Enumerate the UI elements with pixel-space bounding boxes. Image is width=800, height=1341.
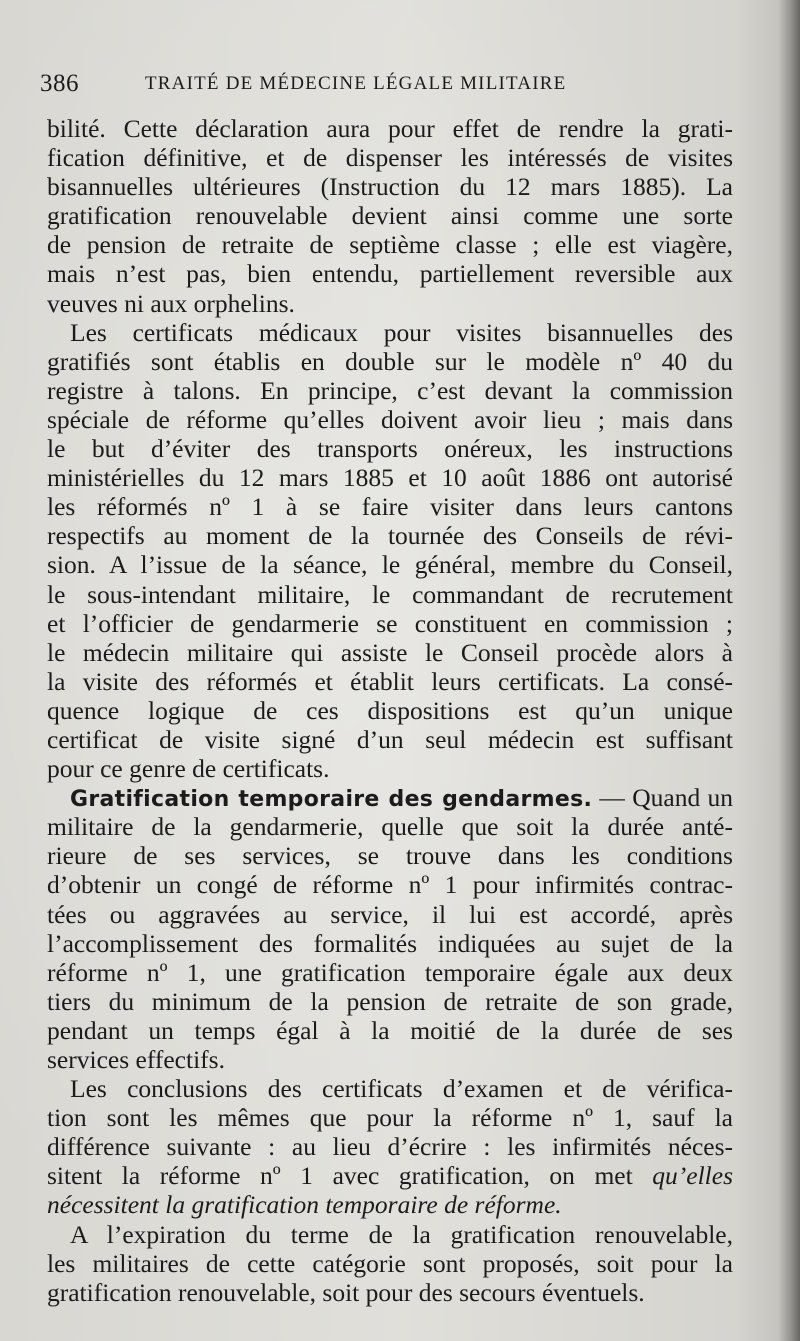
text-line: [47, 376, 733, 405]
italic-text: qu’elles: [652, 1161, 734, 1191]
text-line: [47, 318, 733, 347]
text-line: [47, 172, 733, 201]
text-line: [47, 405, 733, 434]
line-text: et l’officier de gendarmerie se constituent en commission ;: [47, 608, 733, 638]
text-line: [47, 1103, 733, 1132]
text-line: [47, 201, 733, 230]
italic-text: nécessitent la gratification temporaire de réforme.: [47, 1190, 562, 1220]
line-text: spéciale de réforme qu’elles doivent avoir lieu ; mais dans: [47, 404, 733, 434]
line-text: pour ce genre de certificats.: [47, 754, 330, 784]
text-line: [47, 1220, 733, 1249]
line-text: fication définitive, et de dispenser les intéressés de visites: [47, 143, 733, 173]
line-text: d’obtenir un congé de réforme nº 1 pour infirmités contrac-: [47, 870, 733, 900]
line-text: réforme nº 1, une gratification temporaire égale aux deux: [47, 957, 733, 987]
line-text: certificat de visite signé d’un seul médecin est suffisant: [47, 724, 733, 754]
line-text: différence suivante : au lieu d’écrire : les infirmités néces-: [47, 1132, 733, 1162]
line-text: gratifiés sont établis en double sur le modèle nº 40 du: [47, 346, 733, 376]
text-line: [47, 1132, 733, 1161]
text-line: [47, 580, 733, 609]
text-line: [47, 870, 733, 899]
line-text: tion sont les mêmes que pour la réforme nº 1, sauf la: [47, 1103, 733, 1133]
text-line: [47, 434, 733, 463]
line-text: Les certificats médicaux pour visites bisannuelles des: [70, 317, 733, 347]
running-title: TRAITÉ DE MÉDECINE LÉGALE MILITAIRE: [145, 73, 567, 94]
text-line: [47, 696, 733, 725]
text-line: [47, 841, 733, 870]
text-line: [47, 1074, 733, 1103]
section-heading: Gratification temporaire des gendarmes.: [70, 787, 593, 813]
line-text: Les conclusions des certificats d’examen et de vérifica-: [70, 1074, 733, 1104]
text-line: [47, 667, 733, 696]
line-text: pendant un temps égal à la moitié de la durée de ses: [47, 1015, 733, 1045]
page-edge-shadow: [778, 0, 800, 1341]
text-line: [47, 259, 733, 288]
text-line: [47, 1161, 733, 1190]
line-text: ministérielles du 12 mars 1885 et 10 août 1886 ont autorisé: [47, 463, 733, 493]
text-line: [47, 114, 733, 143]
line-text: les militaires de cette catégorie sont proposés, soit pour la: [47, 1248, 733, 1278]
line-text: bilité. Cette déclaration aura pour effet de rendre la grati-: [47, 114, 733, 143]
line-text: les réformés nº 1 à se faire visiter dans leurs cantons: [47, 492, 733, 522]
line-text: tiers du minimum de la pension de retraite de son grade,: [47, 986, 733, 1016]
text-line: [47, 550, 733, 579]
line-text: A l’expiration du terme de la gratification renouvelable,: [70, 1219, 733, 1249]
line-text: la visite des réformés et établit leurs certificats. La consé-: [47, 666, 733, 696]
text-line: [47, 289, 733, 318]
text-line: [47, 1016, 733, 1045]
text-line: [47, 347, 733, 376]
text-line: [47, 609, 733, 638]
line-text: l’accomplissement des formalités indiquées au sujet de la: [47, 928, 733, 958]
text-line: [47, 725, 733, 754]
text-line: [47, 230, 733, 259]
text-line: [47, 754, 733, 783]
line-text: tées ou aggravées au service, il lui est accordé, après: [47, 899, 733, 929]
line-text: sion. A l’issue de la séance, le général, membre du Conseil,: [47, 550, 733, 580]
line-text: bisannuelles ultérieures (Instruction du 12 mars 1885). La: [47, 172, 733, 202]
line-text: gratification renouvelable devient ainsi comme une sorte: [47, 201, 733, 231]
line-text: registre à talons. En principe, c’est devant la commission: [47, 375, 733, 405]
line-text: le sous-intendant militaire, le commandant de recrutement: [47, 579, 733, 609]
line-text: veuves ni aux orphelins.: [47, 288, 295, 318]
line-text: mais n’est pas, bien entendu, partiellement reversible aux: [47, 259, 733, 289]
text-line: [47, 929, 733, 958]
text-line: [47, 638, 733, 667]
line-text: — Quand un: [592, 783, 733, 813]
page-number: 386: [40, 70, 79, 97]
text-line: [47, 1278, 733, 1307]
line-text: quence logique de ces dispositions est qu’un unique: [47, 695, 733, 725]
text-line: [47, 143, 733, 172]
text-line: [47, 958, 733, 987]
line-text: respectifs au moment de la tournée des Conseils de révi-: [47, 521, 733, 551]
text-line: [47, 521, 733, 550]
text-line: [47, 987, 733, 1016]
text-line: [47, 783, 733, 812]
line-text: gratification renouvelable, soit pour des secours éventuels.: [47, 1277, 645, 1307]
body-text: [47, 114, 733, 1307]
line-text: rieure de ses services, se trouve dans les conditions: [47, 841, 733, 871]
text-line: [47, 1249, 733, 1278]
text-line: [47, 812, 733, 841]
text-line: [47, 463, 733, 492]
line-text: le médecin militaire qui assiste le Conseil procède alors à: [47, 637, 733, 667]
text-line: [47, 1190, 733, 1219]
line-text: le but d’éviter des transports onéreux, les instructions: [47, 434, 733, 464]
page-header: [40, 70, 740, 102]
line-text: militaire de la gendarmerie, quelle que soit la durée anté-: [47, 812, 733, 842]
line-text: sitent la réforme nº 1 avec gratification, on met: [47, 1161, 633, 1191]
line-text: de pension de retraite de septième classe ; elle est viagère,: [47, 230, 733, 260]
text-line: [47, 1045, 733, 1074]
text-line: [47, 492, 733, 521]
text-line: [47, 900, 733, 929]
line-text: services effectifs.: [47, 1045, 225, 1074]
